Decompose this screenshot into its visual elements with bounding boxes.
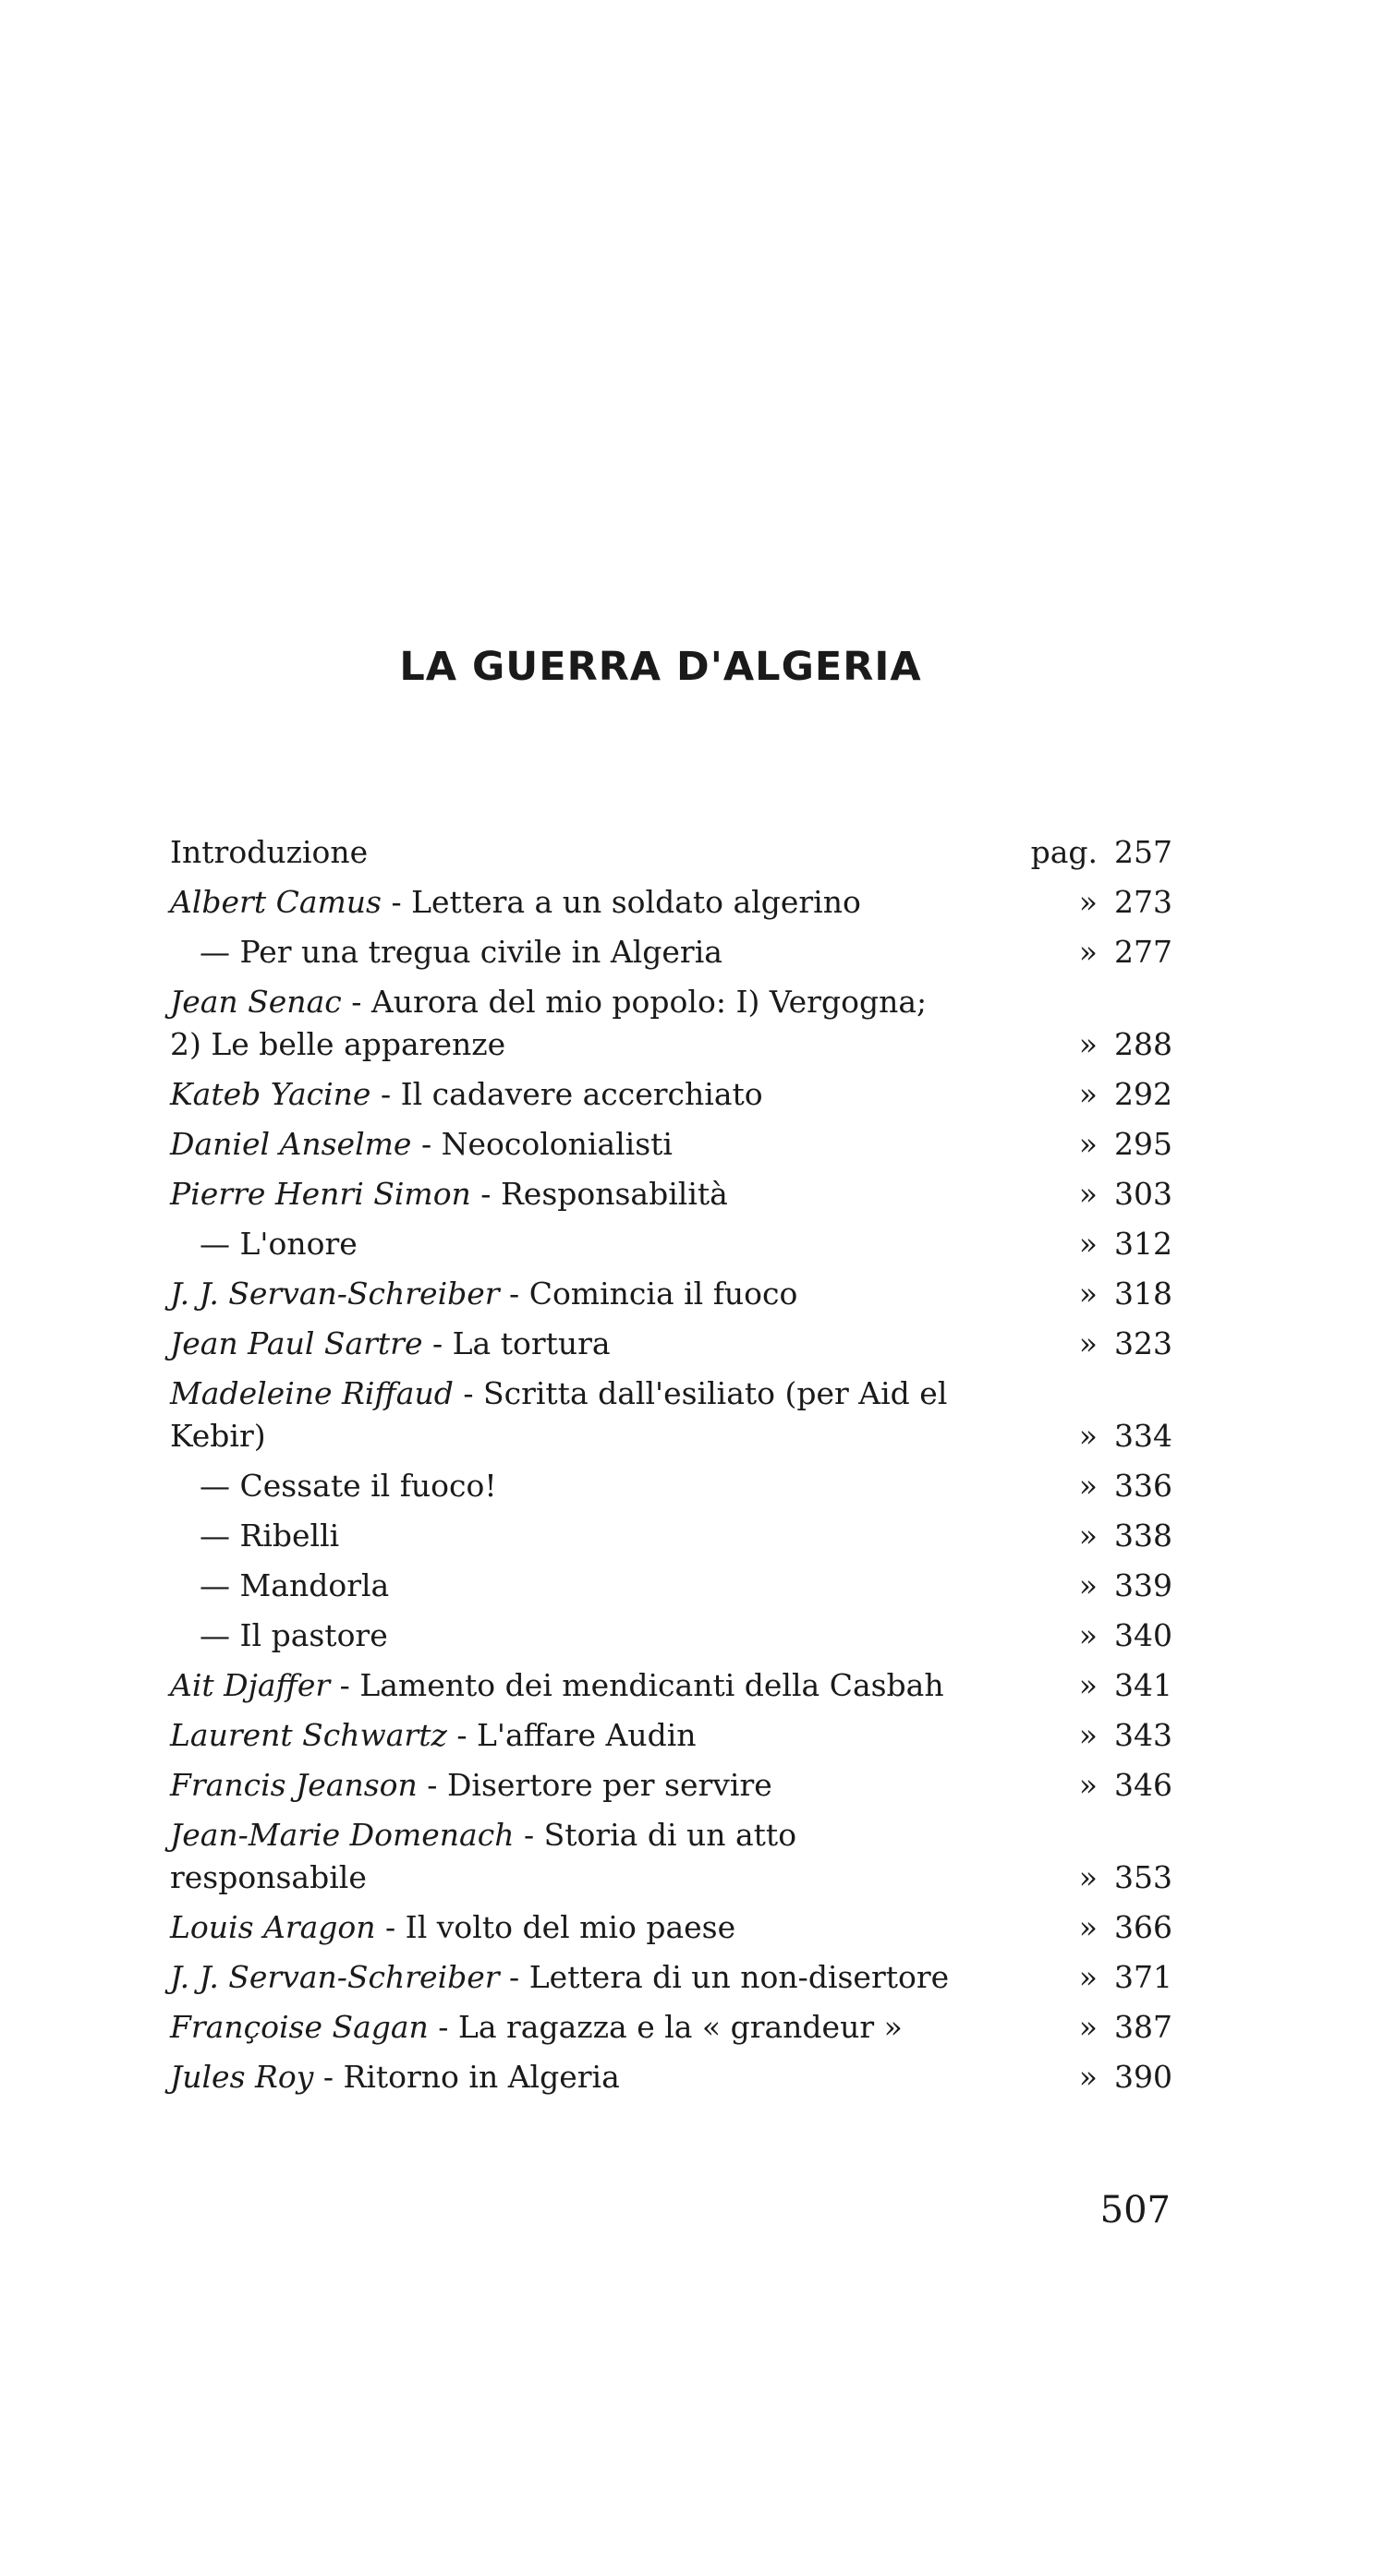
toc-entry-page-prefix: »	[1078, 1767, 1098, 1803]
toc-entry-page-prefix: »	[1078, 1667, 1098, 1703]
page-title: LA GUERRA D'ALGERIA	[399, 643, 922, 690]
toc-entry-page-prefix: »	[1078, 1076, 1098, 1112]
toc-entry-page	[965, 1956, 1170, 1999]
toc-entry-title: - La tortura	[422, 1325, 611, 1361]
toc-entry-author: Jules Roy	[170, 2059, 314, 2095]
toc-entry-page-number: 338	[1114, 1518, 1172, 1554]
toc-entry-author: Kateb Yacine	[170, 1076, 371, 1112]
toc-entry-page	[965, 1664, 1170, 1707]
toc-entry	[170, 931, 1170, 974]
toc-entry-title: - L'affare Audin	[446, 1717, 697, 1753]
toc-entry-author: Laurent Schwartz	[170, 1717, 447, 1753]
toc-entry-page-number: 288	[1114, 1026, 1172, 1062]
toc-entry	[170, 1123, 1170, 1166]
toc-entry-page-number: 371	[1114, 1959, 1172, 1995]
toc-entry-title: — Cessate il fuoco!	[200, 1468, 497, 1504]
toc-entry-page	[965, 1123, 1170, 1166]
toc-entry-page-number: 341	[1114, 1667, 1172, 1703]
toc-entry-page-number: 273	[1114, 884, 1172, 920]
toc-entry-author: Pierre Henri Simon	[170, 1176, 471, 1212]
toc-entry	[170, 1664, 1170, 1707]
toc-entry-page	[965, 1073, 1170, 1116]
toc-entry-author: Ait Djaffer	[170, 1667, 331, 1703]
toc-entry-page-prefix: »	[1078, 1226, 1098, 1262]
toc-entry-page	[965, 1323, 1170, 1365]
toc-entry-page-number: 257	[1114, 834, 1172, 870]
page-number: 507	[1099, 2189, 1171, 2231]
toc-entry-title: - Scritta dall'esiliato (per Aid el Kebir)	[170, 1375, 948, 1454]
toc-entry-author: Albert Camus	[170, 884, 382, 920]
toc-entry-text	[170, 1764, 965, 1807]
toc-entry-author: J. J. Servan-Schreiber	[170, 1959, 500, 1995]
toc-entry-title: - Lettera a un soldato algerino	[381, 884, 861, 920]
toc-entry-page-number: 277	[1114, 934, 1172, 970]
toc-entry-title: - La ragazza e la « grandeur »	[428, 2009, 903, 2045]
toc-entry-author: Madeleine Riffaud	[170, 1375, 454, 1411]
toc-entry	[170, 1323, 1170, 1365]
toc-entry-page-prefix: »	[1078, 1325, 1098, 1361]
toc-entry-author: Louis Aragon	[170, 1909, 376, 1945]
toc-entry	[170, 1764, 1170, 1807]
toc-entry-page-prefix: »	[1078, 1468, 1098, 1504]
toc-entry-page-prefix: »	[1078, 1418, 1098, 1454]
toc-entry-title: - Aurora del mio popolo: I) Vergogna; 2) Le belle apparenze	[170, 984, 928, 1062]
toc-entry-text	[170, 931, 994, 974]
toc-entry-page-number: 312	[1114, 1226, 1172, 1262]
toc-entry-page-prefix: »	[1078, 2009, 1098, 2045]
toc-entry-page	[965, 1173, 1170, 1215]
toc-entry-text	[170, 1123, 965, 1166]
toc-entry-title: — Il pastore	[200, 1617, 388, 1653]
toc-entry-page-prefix: »	[1078, 1276, 1098, 1312]
toc-entry-author: Jean-Marie Domenach	[170, 1817, 515, 1853]
toc-entry-title: — Mandorla	[200, 1567, 390, 1603]
toc-entry-title: - Storia di un atto responsabile	[170, 1817, 797, 1895]
toc-entry-page	[994, 1565, 1170, 1607]
table-of-contents	[170, 831, 1170, 2106]
toc-entry-page	[965, 881, 1170, 924]
toc-entry	[170, 1906, 1170, 1949]
toc-entry-title: — Ribelli	[200, 1518, 340, 1554]
toc-entry-page-number: 340	[1114, 1617, 1172, 1653]
toc-entry-page-prefix: »	[1078, 1909, 1098, 1945]
toc-entry-page	[965, 1023, 1170, 1066]
toc-entry	[170, 1073, 1170, 1116]
toc-entry	[170, 831, 1170, 874]
toc-entry-title: — L'onore	[200, 1226, 358, 1262]
toc-entry-title: - Disertore per servire	[417, 1767, 772, 1803]
toc-entry	[170, 1565, 1170, 1607]
toc-entry	[170, 1515, 1170, 1557]
toc-entry-page-number: 334	[1114, 1418, 1172, 1454]
toc-entry-title: - Lamento dei mendicanti della Casbah	[330, 1667, 944, 1703]
toc-entry	[170, 981, 1170, 1066]
toc-entry-title: - Lettera di un non-disertore	[499, 1959, 950, 1995]
toc-entry-text	[170, 2056, 965, 2098]
toc-entry-page-number: 353	[1114, 1859, 1172, 1895]
toc-entry-title: - Neocolonialisti	[411, 1126, 673, 1162]
toc-entry	[170, 1223, 1170, 1265]
toc-entry-page-number: 292	[1114, 1076, 1172, 1112]
toc-entry-page	[994, 931, 1170, 974]
toc-entry	[170, 1373, 1170, 1457]
toc-entry	[170, 1465, 1170, 1507]
toc-entry	[170, 2056, 1170, 2098]
toc-entry-page-number: 318	[1114, 1276, 1172, 1312]
toc-entry-author: Jean Senac	[170, 984, 342, 1020]
toc-entry	[170, 1173, 1170, 1215]
toc-entry-page	[965, 1856, 1170, 1899]
toc-entry-text	[170, 1565, 994, 1607]
toc-entry-page-prefix: »	[1078, 1567, 1098, 1603]
toc-entry-text	[170, 1664, 965, 1707]
toc-entry-text	[170, 1956, 965, 1999]
toc-entry-page-number: 366	[1114, 1909, 1172, 1945]
toc-entry-page	[965, 1906, 1170, 1949]
toc-entry-page-prefix: »	[1078, 2059, 1098, 2095]
toc-entry	[170, 2006, 1170, 2049]
toc-entry-page-number: 303	[1114, 1176, 1172, 1212]
toc-entry-page	[994, 1223, 1170, 1265]
toc-entry-text	[170, 1515, 994, 1557]
toc-entry-text	[170, 1465, 994, 1507]
toc-entry-title: - Ritorno in Algeria	[313, 2059, 620, 2095]
toc-entry-text	[170, 881, 965, 924]
toc-entry	[170, 1956, 1170, 1999]
toc-entry-text	[170, 1323, 965, 1365]
toc-entry-page-number: 323	[1114, 1325, 1172, 1361]
toc-entry-text	[170, 1223, 994, 1265]
toc-entry	[170, 1814, 1170, 1899]
toc-entry-page	[965, 1415, 1170, 1457]
toc-entry-page-number: 346	[1114, 1767, 1172, 1803]
toc-entry-text	[170, 1814, 965, 1899]
toc-entry	[170, 1615, 1170, 1657]
toc-entry-page	[994, 1615, 1170, 1657]
toc-entry-page-prefix: pag.	[1030, 834, 1098, 870]
toc-entry-page	[965, 1764, 1170, 1807]
toc-entry	[170, 881, 1170, 924]
toc-entry-author: Francis Jeanson	[170, 1767, 418, 1803]
toc-entry-title: - Il volto del mio paese	[375, 1909, 736, 1945]
toc-entry-author: Jean Paul Sartre	[170, 1325, 423, 1361]
toc-entry	[170, 1273, 1170, 1315]
toc-entry-text	[170, 831, 965, 874]
toc-entry-page-prefix: »	[1078, 1617, 1098, 1653]
toc-entry-title: - Responsabilità	[470, 1176, 728, 1212]
toc-entry-title: - Il cadavere accerchiato	[370, 1076, 763, 1112]
toc-entry-author: Daniel Anselme	[170, 1126, 412, 1162]
toc-entry-page-prefix: »	[1078, 1859, 1098, 1895]
toc-entry-text	[170, 1073, 965, 1116]
toc-entry-text	[170, 981, 965, 1066]
toc-entry-title: Introduzione	[170, 834, 369, 870]
toc-entry-page	[994, 1515, 1170, 1557]
toc-entry-text	[170, 2006, 965, 2049]
toc-entry-page	[965, 831, 1170, 874]
toc-entry-text	[170, 1906, 965, 1949]
toc-entry-page-prefix: »	[1078, 1126, 1098, 1162]
toc-entry-page-number: 339	[1114, 1567, 1172, 1603]
toc-entry-page-prefix: »	[1078, 1176, 1098, 1212]
toc-entry-page-prefix: »	[1078, 1518, 1098, 1554]
toc-entry-title: — Per una tregua civile in Algeria	[200, 934, 722, 970]
toc-entry-page-number: 336	[1114, 1468, 1172, 1504]
toc-entry-page	[965, 1273, 1170, 1315]
toc-entry-page-number: 390	[1114, 2059, 1172, 2095]
toc-entry-page-prefix: »	[1078, 1717, 1098, 1753]
toc-entry-author: J. J. Servan-Schreiber	[170, 1276, 500, 1312]
toc-entry-page-prefix: »	[1078, 1959, 1098, 1995]
toc-entry	[170, 1714, 1170, 1757]
toc-entry-page	[965, 2056, 1170, 2098]
toc-entry-page	[965, 1714, 1170, 1757]
toc-entry-title: - Comincia il fuoco	[499, 1276, 798, 1312]
toc-entry-page	[965, 2006, 1170, 2049]
toc-entry-text	[170, 1173, 965, 1215]
toc-entry-page	[994, 1465, 1170, 1507]
toc-entry-page-number: 387	[1114, 2009, 1172, 2045]
toc-entry-text	[170, 1714, 965, 1757]
toc-entry-page-prefix: »	[1078, 884, 1098, 920]
toc-entry-page-number: 295	[1114, 1126, 1172, 1162]
toc-entry-text	[170, 1273, 965, 1315]
toc-entry-text	[170, 1373, 965, 1457]
toc-entry-author: Françoise Sagan	[170, 2009, 429, 2045]
toc-entry-page-prefix: »	[1078, 1026, 1098, 1062]
toc-entry-page-prefix: »	[1078, 934, 1098, 970]
toc-entry-text	[170, 1615, 994, 1657]
toc-entry-page-number: 343	[1114, 1717, 1172, 1753]
